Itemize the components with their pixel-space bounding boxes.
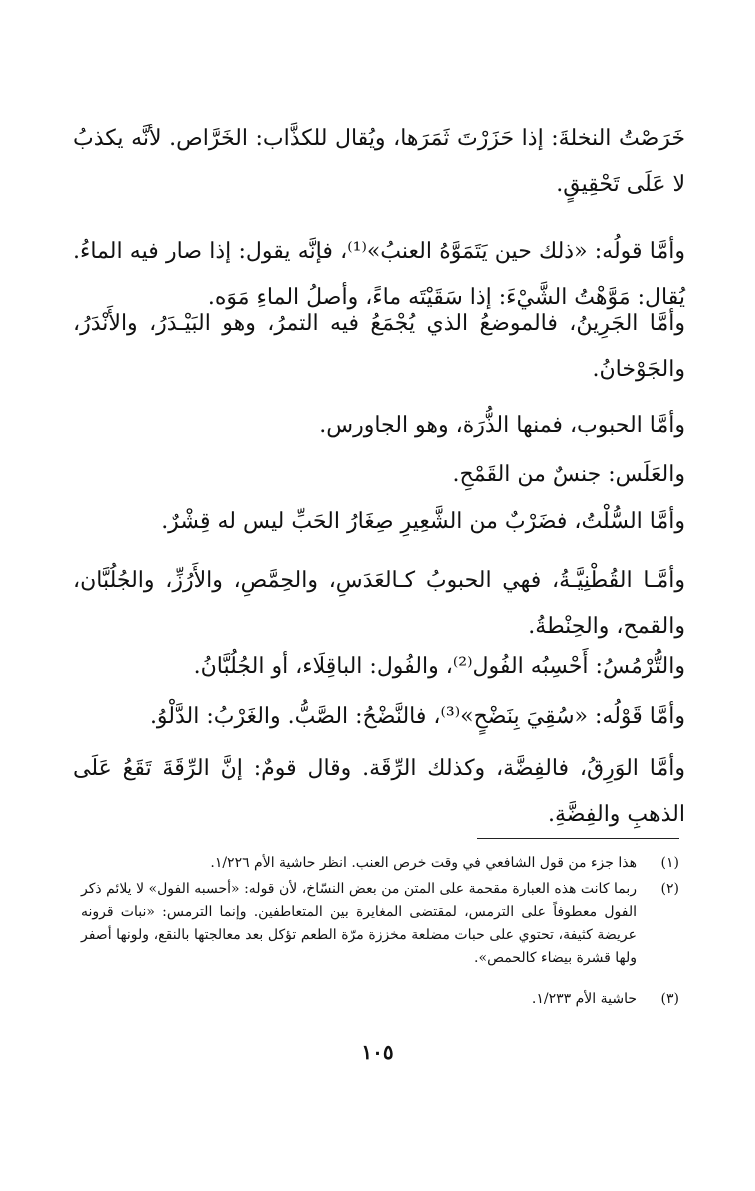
paragraph-qutniyya: وأمَّـا القُطْنِيَّـةُ، فهي الحبوبُ كـالعَدَسِ، والحِمَّصِ، والأَرُزِّ، والجُلُبَّان، والقمح، والحِنْطةُ. (73, 568, 685, 639)
footnote-separator (477, 838, 679, 839)
page-number: ١٠٥ (361, 1040, 394, 1064)
paragraph-sult: وأمَّا السُّلْتُ، فضَرْبٌ من الشَّعِيرِ صِغَارُ الحَبِّ ليس له قِشْرٌ. (161, 509, 685, 534)
paragraph-alas: والعَلَس: جنسٌ من القَمْحِ. (452, 462, 685, 487)
paragraph-jarin: وأمَّا الجَرِينُ، فالموضعُ الذي يُجْمَعُ فيه التمرُ، وهو البَيْـدَرُ، والأَنْدَرُ، والجَوْخانُ. (73, 311, 685, 382)
footnote-number: (٢) (660, 881, 679, 897)
paragraph-nadh: وأمَّا قَوْلُه: «سُقِيَ بِنَضْحٍ»⁽³⁾، فالنَّضْحُ: الصَّبُّ. والغَرْبُ: الدَّلْوُ. (149, 704, 685, 729)
footnote-2 (81, 878, 679, 970)
paragraph-tamawwuh: وأمَّا قولُه: «ذلك حين يَتَمَوَّهُ العنبُ»⁽¹⁾، فإنَّه يقول: إذا صار فيه الماءُ. يُقال: مَوَّهْتُ الشَّيْءَ: إذا سَقَيْتَه ماءً، وأصلُ الماءِ مَوَه. (73, 239, 686, 310)
footnote-number: (١) (660, 855, 679, 871)
footnote-text: ربما كانت هذه العبارة مقحمة على المتن من بعض النسّاخ، لأن قوله: «أحسبه الفول» لا يلائم ذكر الفول معطوفاً على الترمس، لمقتضى المغايرة بين المتعاطفين. وإنما الترمس: «نبات قرونه عريضة كثيفة، تحتوي على حبات مضلعة مخززة مرّة الطعم تؤكل بعد معالجتها بالنقع، ولونها أصفر ولها قشرة بيضاء كالحمص». (81, 881, 637, 966)
paragraph-turmus: والتُّرْمُسُ: أَحْسِبُه الفُول⁽²⁾، والفُول: الباقِلَاء، أو الجُلُبَّانُ. (193, 654, 685, 679)
paragraph-hubub: وأمَّا الحبوب، فمنها الذُّرَة، وهو الجاورس. (319, 413, 685, 438)
footnote-text: هذا جزء من قول الشافعي في وقت خرص العنب. انظر حاشية الأم ١/٢٢٦. (210, 855, 637, 871)
paragraph-wariq: وأمَّا الوَرِقُ، فالفِضَّة، وكذلك الرِّقَة. وقال قومٌ: إنَّ الرِّقَةَ تَقَعُ عَلَى الذهبِ والفِضَّةِ. (73, 756, 685, 827)
footnote-1 (81, 852, 679, 875)
footnote-text: حاشية الأم ١/٢٣٣. (531, 991, 637, 1007)
footnote-3 (81, 988, 679, 1011)
paragraph-kharas: خَرَصْتُ النخلةَ: إذا حَزَرْتَ ثَمَرَها، ويُقال للكذَّاب: الخَرَّاص. لأنَّه يكذبُ لا عَلَى تَحْقِيقٍ. (73, 126, 685, 197)
footnote-number: (٣) (660, 991, 679, 1007)
